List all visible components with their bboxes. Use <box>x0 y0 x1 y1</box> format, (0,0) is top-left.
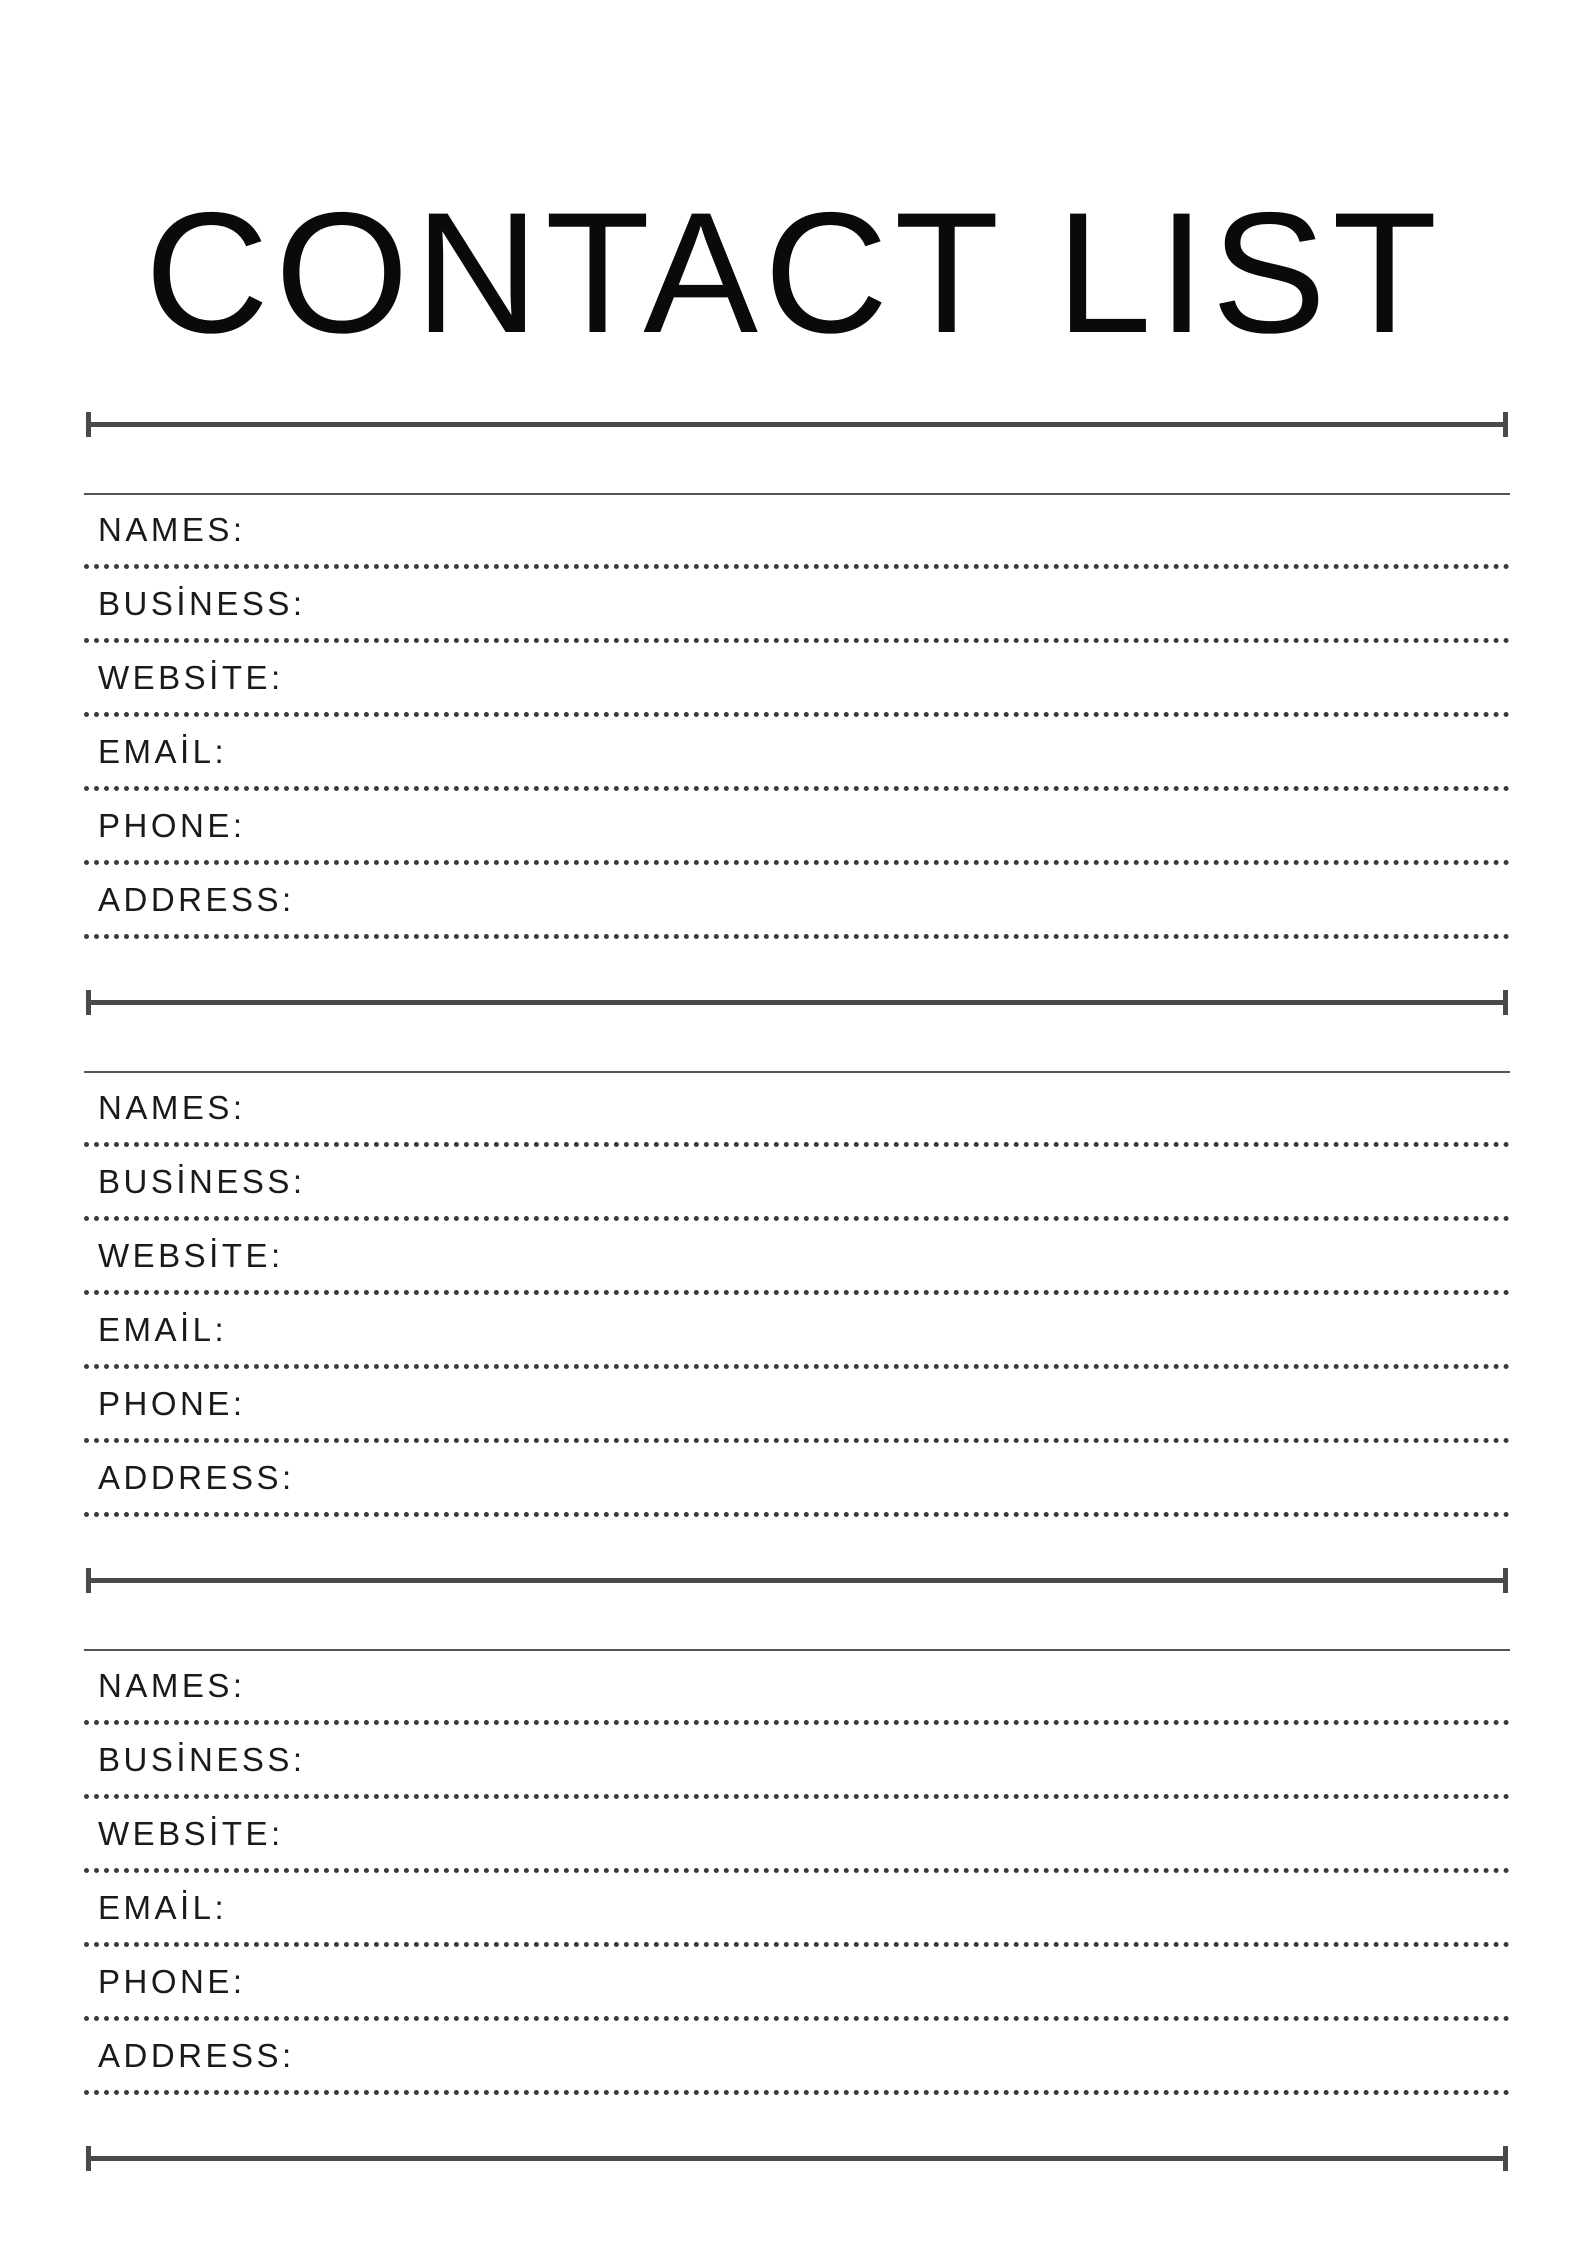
email-label: EMAİL: <box>98 1889 228 1926</box>
names-field[interactable] <box>84 1651 1510 1725</box>
address-field[interactable] <box>84 1443 1510 1517</box>
business-field[interactable] <box>84 569 1510 643</box>
address-label: ADDRESS: <box>98 881 295 918</box>
email-label: EMAİL: <box>98 733 228 770</box>
email-field[interactable] <box>84 1295 1510 1369</box>
address-label: ADDRESS: <box>98 1459 295 1496</box>
contact-entry-2 <box>84 1071 1510 1515</box>
website-label: WEBSİTE: <box>98 1815 284 1852</box>
phone-label: PHONE: <box>98 807 246 844</box>
business-label: BUSİNESS: <box>98 585 306 622</box>
address-writing-line <box>84 1512 1510 1517</box>
email-label: EMAİL: <box>98 1311 228 1348</box>
address-field[interactable] <box>84 865 1510 939</box>
contact-entry-1 <box>84 493 1510 937</box>
business-field[interactable] <box>84 1725 1510 1799</box>
address-label: ADDRESS: <box>98 2037 295 2074</box>
website-label: WEBSİTE: <box>98 1237 284 1274</box>
section-divider <box>86 2156 1508 2161</box>
phone-label: PHONE: <box>98 1963 246 2000</box>
page-title: CONTACT LIST <box>144 177 1444 370</box>
names-label: NAMES: <box>98 511 246 548</box>
names-label: NAMES: <box>98 1089 246 1126</box>
section-divider <box>86 1000 1508 1005</box>
phone-field[interactable] <box>84 1947 1510 2021</box>
contact-entry-3 <box>84 1649 1510 2093</box>
website-field[interactable] <box>84 1799 1510 1873</box>
email-field[interactable] <box>84 1873 1510 1947</box>
names-label: NAMES: <box>98 1667 246 1704</box>
phone-label: PHONE: <box>98 1385 246 1422</box>
names-field[interactable] <box>84 495 1510 569</box>
website-field[interactable] <box>84 1221 1510 1295</box>
address-writing-line <box>84 934 1510 939</box>
business-field[interactable] <box>84 1147 1510 1221</box>
website-label: WEBSİTE: <box>98 659 284 696</box>
phone-field[interactable] <box>84 1369 1510 1443</box>
email-field[interactable] <box>84 717 1510 791</box>
names-field[interactable] <box>84 1073 1510 1147</box>
website-field[interactable] <box>84 643 1510 717</box>
section-divider <box>86 422 1508 427</box>
address-field[interactable] <box>84 2021 1510 2095</box>
business-label: BUSİNESS: <box>98 1163 306 1200</box>
address-writing-line <box>84 2090 1510 2095</box>
phone-field[interactable] <box>84 791 1510 865</box>
business-label: BUSİNESS: <box>98 1741 306 1778</box>
section-divider <box>86 1578 1508 1583</box>
